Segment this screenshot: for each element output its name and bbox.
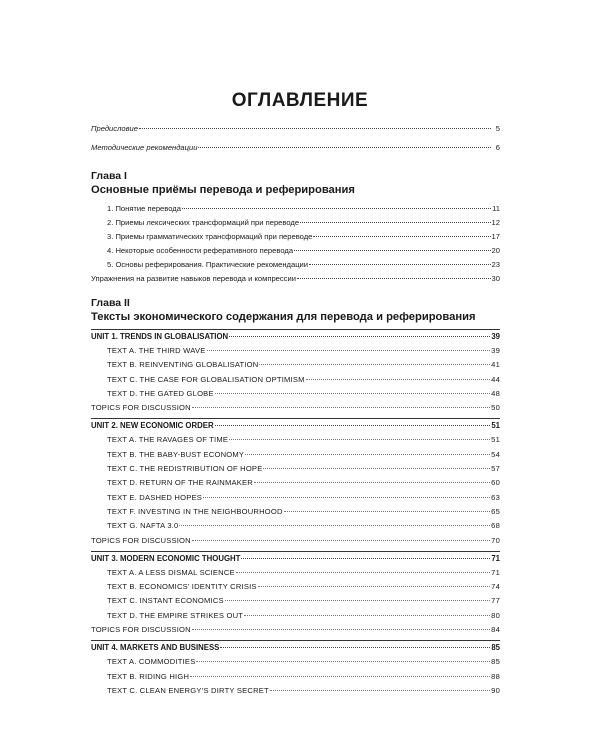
toc-entry-label: TOPICS FOR DISCUSSION bbox=[91, 625, 191, 635]
dot-leader bbox=[245, 454, 490, 455]
toc-text-entry[interactable] bbox=[91, 670, 500, 684]
toc-entry-page: 85 bbox=[491, 643, 500, 653]
toc-entry-label: 5. Основы реферирования. Практические рекомендации bbox=[107, 260, 309, 269]
toc-text-entry[interactable] bbox=[91, 684, 500, 698]
chapter-label: Глава I bbox=[91, 170, 127, 182]
toc-entry-label: TOPICS FOR DISCUSSION bbox=[91, 535, 191, 545]
toc-entry-page: 90 bbox=[491, 685, 500, 695]
toc-entry-page: 63 bbox=[491, 492, 500, 502]
dot-leader bbox=[284, 511, 490, 512]
toc-entry-page: 50 bbox=[491, 403, 500, 413]
toc-unit-1[interactable] bbox=[91, 330, 500, 344]
toc-entry-label: TEXT B. REINVENTING GLOBALISATION bbox=[107, 360, 259, 370]
toc-text-entry[interactable] bbox=[91, 505, 500, 519]
toc-text-entry[interactable] bbox=[91, 594, 500, 608]
toc-entry-label: Методические рекомендации bbox=[91, 143, 198, 152]
toc-entry-label: 3. Приемы грамматических трансформаций при переводе bbox=[107, 232, 313, 241]
toc-entry-label: 4. Некоторые особенности реферативного перевода bbox=[107, 246, 294, 255]
toc-entry-page: 80 bbox=[491, 610, 500, 620]
toc-entry-label: TEXT A. THE THIRD WAVE bbox=[107, 346, 206, 355]
toc-entry-label: UNIT 1. TRENDS IN GLOBALISATION bbox=[91, 332, 229, 341]
toc-entry-page: 65 bbox=[491, 506, 500, 516]
toc-text-entry[interactable] bbox=[91, 580, 500, 594]
toc-text-entry[interactable] bbox=[91, 358, 500, 372]
toc-entry-page: 54 bbox=[491, 449, 500, 459]
toc-entry-label: TEXT A. THE RAVAGES OF TIME bbox=[107, 435, 229, 445]
toc-entry-label: TOPICS FOR DISCUSSION bbox=[91, 403, 191, 413]
dot-leader bbox=[215, 393, 490, 394]
toc-entry-exercises[interactable] bbox=[91, 272, 500, 286]
toc-entry-page: 17 bbox=[491, 232, 500, 241]
dot-leader bbox=[263, 468, 490, 469]
toc-entry-label: TEXT A. COMMODITIES bbox=[107, 657, 196, 667]
toc-unit-4[interactable] bbox=[91, 641, 500, 655]
toc-entry-label: TEXT C. CLEAN ENERGY’S DIRTY SECRET bbox=[107, 685, 269, 695]
toc-entry-page: 44 bbox=[491, 374, 500, 384]
dot-leader bbox=[313, 236, 490, 237]
dot-leader bbox=[220, 647, 490, 648]
dot-leader bbox=[294, 250, 491, 251]
dot-leader bbox=[198, 147, 491, 148]
toc-entry-label: TEXT G. NAFTA 3.0 bbox=[107, 521, 179, 531]
toc-entry-page: 30 bbox=[491, 274, 500, 283]
dot-leader bbox=[258, 586, 490, 587]
toc-entry-label: 2. Приемы лексических трансформаций при переводе bbox=[107, 218, 300, 227]
toc-entry-label: Предисловие bbox=[91, 124, 138, 133]
dot-leader bbox=[309, 264, 491, 265]
toc-entry-page: 6 bbox=[495, 143, 500, 152]
toc-entry-page: 20 bbox=[491, 246, 500, 255]
toc-entry-label: TEXT B. ECONOMICS’ IDENTITY CRISIS bbox=[107, 582, 257, 592]
toc-entry-label: TEXT C. THE REDISTRIBUTION OF HOPE bbox=[107, 464, 263, 474]
toc-entry-label: TEXT F. INVESTING IN THE NEIGHBOURHOOD bbox=[107, 506, 283, 516]
toc-text-entry[interactable] bbox=[91, 476, 500, 490]
toc-text-entry[interactable] bbox=[91, 344, 500, 358]
dot-leader bbox=[236, 572, 490, 573]
dot-leader bbox=[192, 629, 490, 630]
toc-unit-2[interactable] bbox=[91, 419, 500, 433]
dot-leader bbox=[259, 364, 490, 365]
toc-entry-label: TEXT B. RIDING HIGH bbox=[107, 671, 190, 681]
toc-entry-page: 51 bbox=[491, 421, 500, 431]
toc-entry-page: 11 bbox=[492, 204, 500, 213]
toc-entry-page: 85 bbox=[491, 657, 500, 667]
toc-text-entry[interactable] bbox=[91, 566, 500, 580]
toc-entry[interactable] bbox=[91, 230, 500, 244]
toc-topics-entry[interactable] bbox=[91, 534, 500, 548]
toc-entry-page: 5 bbox=[495, 124, 500, 133]
dot-leader bbox=[190, 676, 490, 677]
dot-leader bbox=[297, 278, 491, 279]
toc-entry-label: UNIT 4. MARKETS AND BUSINESS bbox=[91, 643, 220, 653]
dot-leader bbox=[192, 540, 490, 541]
toc-unit-3[interactable] bbox=[91, 552, 500, 566]
dot-leader bbox=[182, 208, 491, 209]
dot-leader bbox=[229, 439, 490, 440]
dot-leader bbox=[139, 128, 491, 129]
toc-entry-page: 48 bbox=[491, 388, 500, 398]
dot-leader bbox=[203, 497, 490, 498]
toc-text-entry[interactable] bbox=[91, 387, 500, 401]
toc-entry-label: TEXT E. DASHED HOPES bbox=[107, 492, 203, 502]
dot-leader bbox=[215, 425, 491, 426]
toc-entry-label: Упражнения на развитие навыков перевода и компрессии bbox=[91, 274, 296, 283]
chapter-title: Основные приёмы перевода и реферирования bbox=[91, 184, 355, 196]
toc-entry-label: TEXT C. THE CASE FOR GLOBALISATION OPTIMISM bbox=[107, 374, 305, 384]
toc-entry[interactable] bbox=[91, 244, 500, 258]
dot-leader bbox=[244, 615, 490, 616]
toc-topics-entry[interactable] bbox=[91, 623, 500, 637]
toc-entry-page: 51 bbox=[491, 435, 500, 445]
toc-entry-page: 39 bbox=[491, 346, 500, 355]
table-of-contents bbox=[91, 124, 500, 698]
toc-text-entry[interactable] bbox=[91, 462, 500, 476]
toc-entry-page: 74 bbox=[491, 582, 500, 592]
toc-entry-page: 57 bbox=[491, 464, 500, 474]
toc-entry-page: 84 bbox=[491, 625, 500, 635]
toc-topics-entry[interactable] bbox=[91, 401, 500, 415]
toc-entry-page: 41 bbox=[491, 360, 500, 370]
toc-entry[interactable] bbox=[91, 202, 500, 216]
toc-entry-label: TEXT B. THE BABY-BUST ECONOMY bbox=[107, 449, 245, 459]
toc-text-entry[interactable] bbox=[91, 609, 500, 623]
dot-leader bbox=[306, 379, 491, 380]
toc-entry-label: UNIT 3. MODERN ECONOMIC THOUGHT bbox=[91, 553, 241, 563]
chapter-label: Глава II bbox=[91, 297, 130, 309]
dot-leader bbox=[229, 336, 490, 337]
toc-text-entry[interactable] bbox=[91, 433, 500, 447]
dot-leader bbox=[300, 222, 490, 223]
toc-text-entry[interactable] bbox=[91, 448, 500, 462]
toc-entry-page: 23 bbox=[491, 260, 500, 269]
dot-leader bbox=[270, 690, 490, 691]
toc-entry-preface[interactable] bbox=[91, 124, 500, 134]
toc-entry-methodical[interactable] bbox=[91, 143, 500, 153]
dot-leader bbox=[254, 482, 490, 483]
dot-leader bbox=[225, 600, 490, 601]
toc-entry-page: 71 bbox=[491, 553, 500, 563]
chapter-title: Тексты экономического содержания для перевода и реферирования bbox=[91, 311, 476, 323]
toc-text-entry[interactable] bbox=[91, 655, 500, 669]
toc-entry-label: TEXT D. RETURN OF THE RAINMAKER bbox=[107, 478, 253, 488]
toc-entry-label: TEXT A. A LESS DISMAL SCIENCE bbox=[107, 567, 235, 577]
toc-entry[interactable] bbox=[91, 258, 500, 272]
toc-entry-label: UNIT 2. NEW ECONOMIC ORDER bbox=[91, 421, 214, 431]
toc-entry-page: 71 bbox=[491, 567, 500, 577]
toc-entry-page: 77 bbox=[491, 596, 500, 606]
dot-leader bbox=[179, 525, 490, 526]
toc-entry-page: 88 bbox=[491, 671, 500, 681]
toc-entry[interactable] bbox=[91, 216, 500, 230]
toc-entry-page: 68 bbox=[491, 521, 500, 531]
page-title: ОГЛАВЛЕНИЕ bbox=[231, 90, 369, 111]
toc-entry-page: 60 bbox=[491, 478, 500, 488]
toc-text-entry[interactable] bbox=[91, 519, 500, 533]
toc-entry-label: 1. Понятие перевода bbox=[107, 204, 181, 213]
dot-leader bbox=[196, 661, 490, 662]
dot-leader bbox=[241, 558, 490, 559]
toc-text-entry[interactable] bbox=[91, 373, 500, 387]
dot-leader bbox=[192, 407, 490, 408]
toc-entry-label: TEXT D. THE GATED GLOBE bbox=[107, 388, 214, 398]
toc-entry-label: TEXT D. THE EMPIRE STRIKES OUT bbox=[107, 610, 244, 620]
toc-text-entry[interactable] bbox=[91, 491, 500, 505]
toc-entry-page: 39 bbox=[491, 332, 500, 341]
toc-entry-page: 70 bbox=[491, 535, 500, 545]
dot-leader bbox=[207, 350, 491, 351]
toc-entry-label: TEXT C. INSTANT ECONOMICS bbox=[107, 596, 224, 606]
toc-entry-page: 12 bbox=[491, 218, 500, 227]
